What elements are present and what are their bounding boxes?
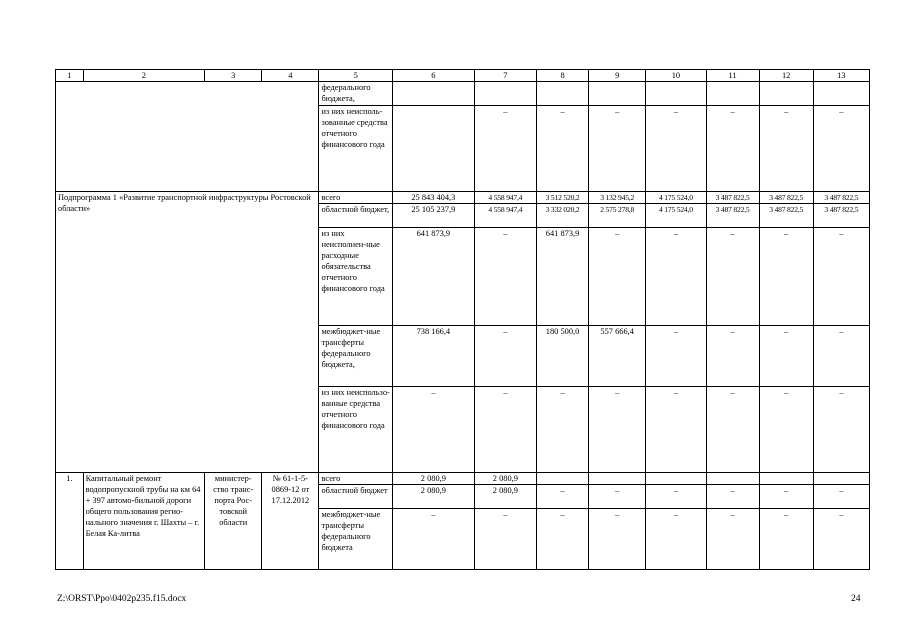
item-document: № 61-1-5-0869-12 от 17.12.2012 [262, 473, 319, 570]
table-row [56, 192, 870, 204]
value-cell: – [589, 228, 646, 326]
funding-source: всего [319, 192, 393, 204]
value-cell: – [474, 106, 536, 192]
value-cell: 180 500,0 [537, 326, 589, 387]
value-cell: – [813, 228, 869, 326]
funding-source: областной бюджет [319, 485, 393, 509]
value-cell: – [759, 485, 813, 509]
funding-source: из них неисполь-зованные средства отчетного финансового года [319, 106, 393, 192]
table-row [56, 82, 870, 106]
value-cell: – [393, 387, 475, 473]
value-cell: – [646, 485, 706, 509]
value-cell: – [474, 326, 536, 387]
item-number: 1. [56, 473, 84, 570]
value-cell: – [589, 387, 646, 473]
value-cell: 3 487 822,5 [706, 204, 759, 228]
page-number: 24 [851, 594, 861, 604]
column-header: 1 [56, 70, 84, 82]
value-cell: 4 558 947,4 [474, 204, 536, 228]
value-cell: 3 512 520,2 [537, 192, 589, 204]
column-header: 3 [205, 70, 262, 82]
empty-cell [56, 82, 319, 192]
value-cell: 2 080,9 [474, 473, 536, 485]
value-cell: 3 487 822,5 [813, 192, 869, 204]
column-number-row [56, 70, 870, 82]
column-header: 12 [759, 70, 813, 82]
value-cell: 4 175 524,0 [646, 204, 706, 228]
value-cell: – [589, 106, 646, 192]
value-cell: – [646, 387, 706, 473]
value-cell: 3 332 020,2 [537, 204, 589, 228]
value-cell: – [706, 387, 759, 473]
value-cell: 3 487 822,5 [759, 192, 813, 204]
value-cell: – [646, 509, 706, 570]
column-header: 13 [813, 70, 869, 82]
value-cell: – [706, 228, 759, 326]
value-cell: – [759, 106, 813, 192]
value-cell: – [759, 326, 813, 387]
value-cell: 2 080,9 [393, 473, 475, 485]
value-cell: – [813, 509, 869, 570]
funding-source: межбюджет-ные трансферты федерального бюджета [319, 509, 393, 570]
column-header: 2 [83, 70, 205, 82]
value-cell: – [813, 326, 869, 387]
value-cell: 3 487 822,5 [813, 204, 869, 228]
value-cell: 3 487 822,5 [706, 192, 759, 204]
value-cell [759, 473, 813, 485]
value-cell: 25 105 237,9 [393, 204, 475, 228]
value-cell [646, 473, 706, 485]
funding-source: из них неисполнен-ные расходные обязательства отчетного финансового года [319, 228, 393, 326]
value-cell [537, 473, 589, 485]
value-cell: – [646, 228, 706, 326]
value-cell: – [589, 509, 646, 570]
item-executor: министер-ство транс-порта Рос-товской области [205, 473, 262, 570]
value-cell: – [537, 106, 589, 192]
column-header: 4 [262, 70, 319, 82]
value-cell: – [537, 387, 589, 473]
value-cell: – [706, 326, 759, 387]
value-cell: – [759, 509, 813, 570]
value-cell: 4 558 947,4 [474, 192, 536, 204]
value-cell: – [813, 106, 869, 192]
document-path: Z:\ORST\Ppo\0402p235.f15.docx [57, 594, 187, 604]
value-cell: 738 166,4 [393, 326, 475, 387]
value-cell: 2 575 278,8 [589, 204, 646, 228]
value-cell: 3 132 945,2 [589, 192, 646, 204]
funding-source: всего [319, 473, 393, 485]
column-header: 5 [319, 70, 393, 82]
value-cell: – [474, 509, 536, 570]
funding-source: федерального бюджета, [319, 82, 393, 106]
item-name: Капитальный ремонт водопропускной трубы на км 64 + 397 автомо-бильной дороги общего пользования регио-нального значения г. Шахты – г. Белая Ка-литва [83, 473, 205, 570]
value-cell: – [813, 485, 869, 509]
value-cell: – [706, 485, 759, 509]
funding-source: из них неиспользо-ванные средства отчетного финансового года [319, 387, 393, 473]
value-cell: – [759, 228, 813, 326]
value-cell [706, 473, 759, 485]
column-header: 10 [646, 70, 706, 82]
value-cell: 25 843 404,3 [393, 192, 475, 204]
value-cell: – [646, 326, 706, 387]
column-header: 9 [589, 70, 646, 82]
value-cell [589, 473, 646, 485]
column-header: 8 [537, 70, 589, 82]
table-row [56, 473, 870, 485]
value-cell: – [759, 387, 813, 473]
value-cell: – [706, 509, 759, 570]
value-cell: 2 080,9 [393, 485, 475, 509]
funding-source: межбюджет-ные трансферты федерального бюджета, [319, 326, 393, 387]
value-cell: – [537, 509, 589, 570]
value-cell: 4 175 524,0 [646, 192, 706, 204]
value-cell: 3 487 822,5 [759, 204, 813, 228]
value-cell: 2 080,9 [474, 485, 536, 509]
value-cell [813, 473, 869, 485]
value-cell [393, 106, 475, 192]
value-cell: 641 873,9 [393, 228, 475, 326]
column-header: 11 [706, 70, 759, 82]
value-cell: – [646, 106, 706, 192]
value-cell: – [393, 509, 475, 570]
funding-source: областной бюджет, [319, 204, 393, 228]
column-header: 6 [393, 70, 475, 82]
value-cell: 557 666,4 [589, 326, 646, 387]
value-cell: – [813, 387, 869, 473]
value-cell: – [706, 106, 759, 192]
value-cell: – [589, 485, 646, 509]
subprogram-title: Подпрограмма 1 «Развитие транспортной инфраструктуры Ростовской области» [56, 192, 319, 473]
budget-table [55, 69, 870, 570]
value-cell: – [474, 387, 536, 473]
value-cell: – [474, 228, 536, 326]
column-header: 7 [474, 70, 536, 82]
value-cell: 641 873,9 [537, 228, 589, 326]
value-cell: – [537, 485, 589, 509]
